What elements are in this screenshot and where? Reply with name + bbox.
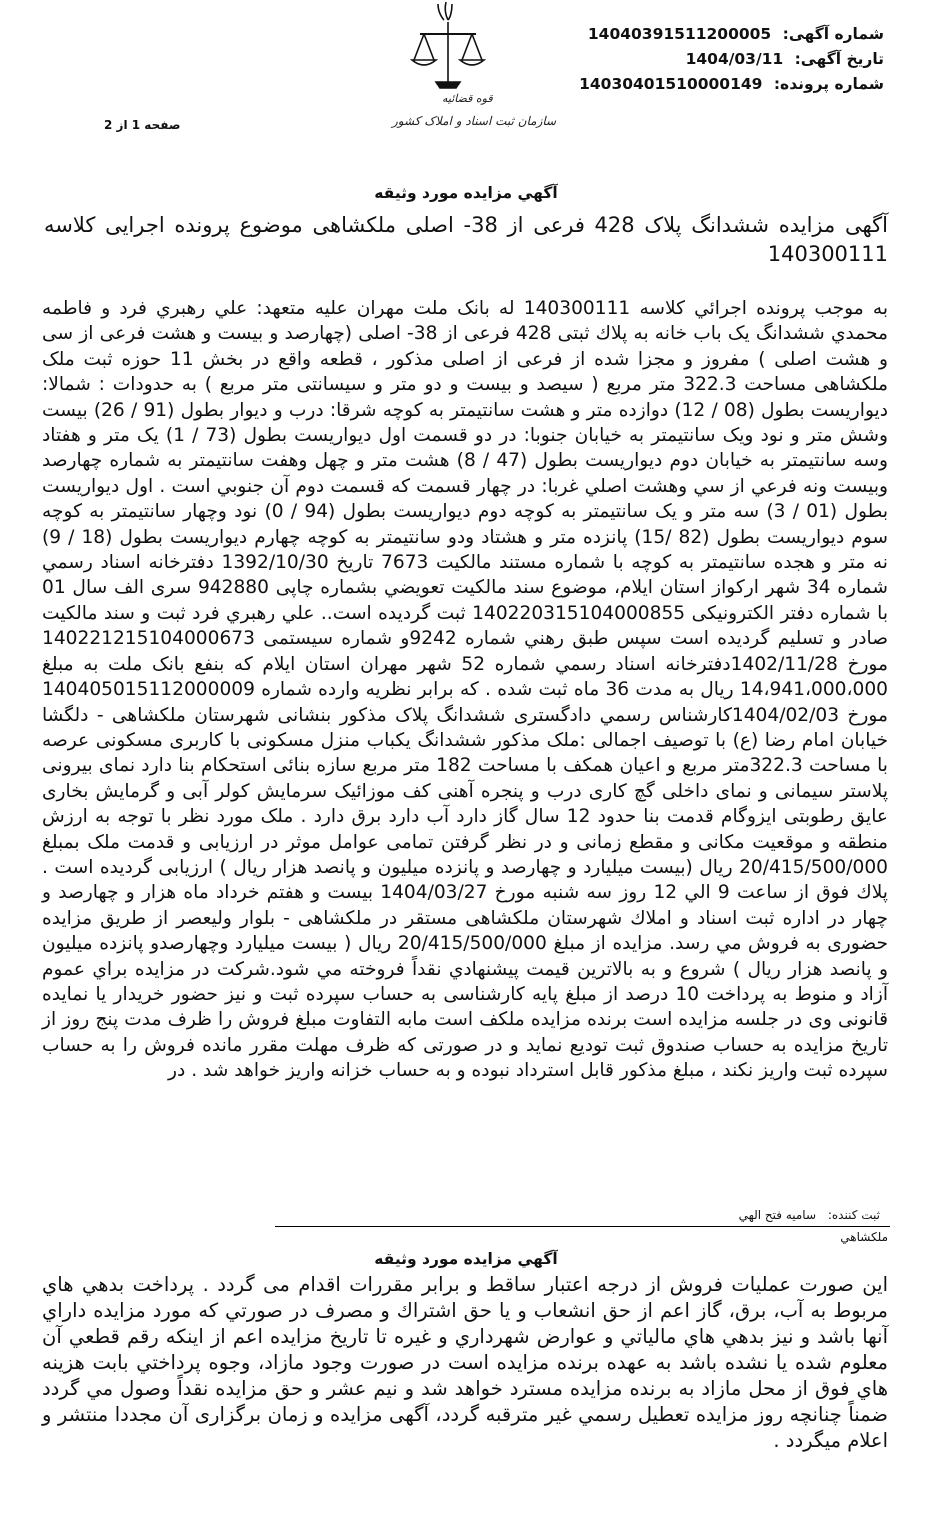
page-number: صفحه 1 از 2 bbox=[104, 118, 181, 132]
judiciary-emblem bbox=[392, 0, 557, 140]
notice-subtitle: آگهی مزایده ششدانگ پلاک 428 فرعی از 38- اصلی ملکشاهی موضوع پرونده اجرایی کلاسه 140300111 bbox=[44, 213, 888, 266]
org-line1: قوه قضائیه bbox=[442, 92, 493, 105]
notice-number-label: شماره آگهی: bbox=[782, 25, 884, 43]
scales-of-justice-icon bbox=[400, 0, 530, 96]
org-line2: سازمان ثبت اسناد و املاک کشور bbox=[392, 114, 557, 128]
notice-date-row bbox=[579, 47, 884, 72]
signer bbox=[739, 1208, 880, 1222]
notice-body: به موجب پرونده اجرائي كلاسه 140300111 له بانک ملت مهران علیه متعهد: علي رهبري فرد و فاطمه محمدي ششدانگ یک باب خانه به پلاك ثبتی 428 فرعی از 38- اصلی (چهارصد و بیست و هشت فرعی از سی و هشت اصلی ) مفروز و مجزا شده از فرعی از اصلی مذکور ، قطعه واقع در بخش 11 حوزه ثبت ملک ملکشاهی مساحت 322.3 متر مربع ( سیصد و بیست و دو متر و سیسانتی متر مربع ) به حدودات : شمالا: دیواریست بطول (08 / 12) دوازده متر و هشت سانتیمتر به کوچه شرقا: درب و دیوار بطول (91 / 26) بیست وشش متر و نود ویک سانتیمتر به خیابان جنوبا: در دو قسمت اول دیواریست بطول (73 / 1) یک متر و هفتاد وسه سانتیمتر به خیابان دوم دیواریست بطول (47 / 8) هشت متر و چهل وهفت سانتیمتر به شماره چهارصد وبیست ونه فرعي از سي وهشت اصلي غربا: در چهار قسمت که قسمت دوم آن جنوبي است . اول دیواریست بطول (01 / 3) سه متر و یک سانتیمتر به کوچه دوم دیواریست بطول (94 / 0) نود وچهار سانتیمتر به کوچه سوم دیواریست بطول (82 /15) پانزده متر و هشتاد ودو سانتیمتر به کوچه چهارم دیواریست بطول (18 / 9) نه متر و هجده سانتیمتر به کوچه با شماره مستند مالکیت 7673 تاریخ 1392/10/30 دفترخانه اسناد رسمي شماره 34 شهر ارکواز استان ایلام، موضوع سند مالکیت تعویضي بشماره چاپی 942880 سری الف سال 01 با شماره دفتر الکترونیکی 140220315104000855 ثبت گردیده است.. علي رهبري فرد ثبت و سند مالکیت صادر و تسلیم گردیده است سپس طبق رهني شماره 9242و شماره سیستمی 140221215104000673 مورخ 1402/11/28دفترخانه اسناد رسمي شماره 52 شهر مهران استان ایلام که بنفع بانک ملت به مبلغ 14،941،000،000 ريال به مدت 36 ماه ثبت شده . که برابر نظریه وارده شماره 140405015112000009 مورخ 1404/02/03کارشناس رسمي دادگستری ششدانگ پلاک مذکور بنشانی شهرستان ملکشاهی - دلگشا خیابان امام رضا (ع) با توصیف اجمالی :ملک مذکور ششدانگ یکباب منزل مسکونی با کاربری مسکونی عرصه با مساحت 322.3متر مربع و اعیان همکف با مساحت 182 متر مربع سازه بنائی استحکام بنا دارد نمای بیرونی پلاستر سیمانی و نمای داخلی گچ کاری درب و پنجره آهنی کف موزائیک سرمایش کولر آبی و گرمایش بخاری عایق رطوبتی ایزوگام قدمت بنا حدود 12 سال گاز دارد آب دارد برق دارد . ملک مورد نظر با توجه به ارزش منطقه و موقعیت مکانی و مقطع زمانی و در نظر گرفتن تمامی عوامل موثر در ارزیابی و قدمت ملک بمبلغ 20/415/500/000 ریال (بیست میلیارد و چهارصد و پانزده میلیون و پانصد هزار ریال ) ارزیابی گردیده است . پلاك فوق از ساعت 9 الي 12 روز سه شنبه مورخ 1404/03/27 بیست و هفتم خرداد ماه هزار و چهارصد و چهار در اداره ثبت اسناد و املاك شهرستان ملکشاهی مستقر در ملکشاهی - بلوار ولیعصر از طريق مزايده حضوری به فروش مي رسد. مزايده از مبلغ 20/415/500/000 ريال ( بیست میلیارد وچهارصدو پانزده میلیون و پانصد هزار ریال ) شروع و به بالاترين قيمت پيشنهادي نقداً فروخته مي شود.شركت در مزايده براي عموم آزاد و منوط به پرداخت 10 درصد از مبلغ پايه كارشناسی به حساب سپرده ثبت و نیز حضور خريدار يا نمايده قانونی وی در جلسه مزايده است برنده مزايده ملكف است مابه التفاوت مبلغ فروش را ظرف مدت پنج روز از تاريخ مزايده به حساب صندوق ثبت توديع نمايد و در صورتی كه ظرف مهلت مقرر مانده فروش را به حساب سپرده ثبت واريز نكند ، مبلغ مذكور قابل استرداد نبوده و به حساب خزانه واريز خواهد شد . در bbox=[42, 298, 889, 1082]
signer-city: ملکشاهي bbox=[840, 1230, 888, 1244]
notice-title-page2: آگهي مزايده مورد وثيقه bbox=[374, 1250, 558, 1268]
signer-label: ثبت کننده: bbox=[827, 1208, 880, 1222]
notice-number-row bbox=[579, 22, 884, 47]
signer-name: سامیه فتح الهي bbox=[738, 1208, 817, 1222]
notice-meta bbox=[579, 22, 884, 97]
file-number-label: شماره پرونده: bbox=[773, 75, 884, 93]
notice-date: 1404/03/11 bbox=[685, 50, 784, 68]
divider bbox=[275, 1226, 890, 1227]
file-number-row bbox=[579, 72, 884, 97]
notice-body-continued: اين صورت عمليات فروش از درجه اعتبار ساقط و برابر مقررات اقدام می گردد . پرداخت بدهي هاي مربوط به آب، برق، گاز اعم از حق انشعاب و يا حق اشتراك و مصرف در صورتي كه مورد مزايده داراي آنها باشد و نيز بدهي هاي مالياتي و عوارض شهرداري و غيره تا تاريخ مزايده اعم از اينكه رقم قطعي آن معلوم شده يا نشده باشد به عهده برنده مزايده است در صورت وجود مازاد، وجوه پرداختي بابت هزينه هاي فوق از محل مازاد به برنده مزايده مسترد خواهد شد و نيم عشر و حق مزايده نقداً وصول مي گردد ضمناً چنانچه روز مزايده تعطيل رسمي غير مترقبه گردد، آگهی مزایده و زمان برگزاری آن مجددا منتشر و اعلام میگردد . bbox=[42, 1273, 888, 1452]
notice-number: 14040391511200005 bbox=[587, 25, 772, 43]
notice-title: آگهي مزايده مورد وثيقه bbox=[374, 184, 558, 202]
notice-date-label: تاریخ آگهی: bbox=[794, 50, 884, 68]
file-number: 14030401510000149 bbox=[579, 75, 763, 93]
